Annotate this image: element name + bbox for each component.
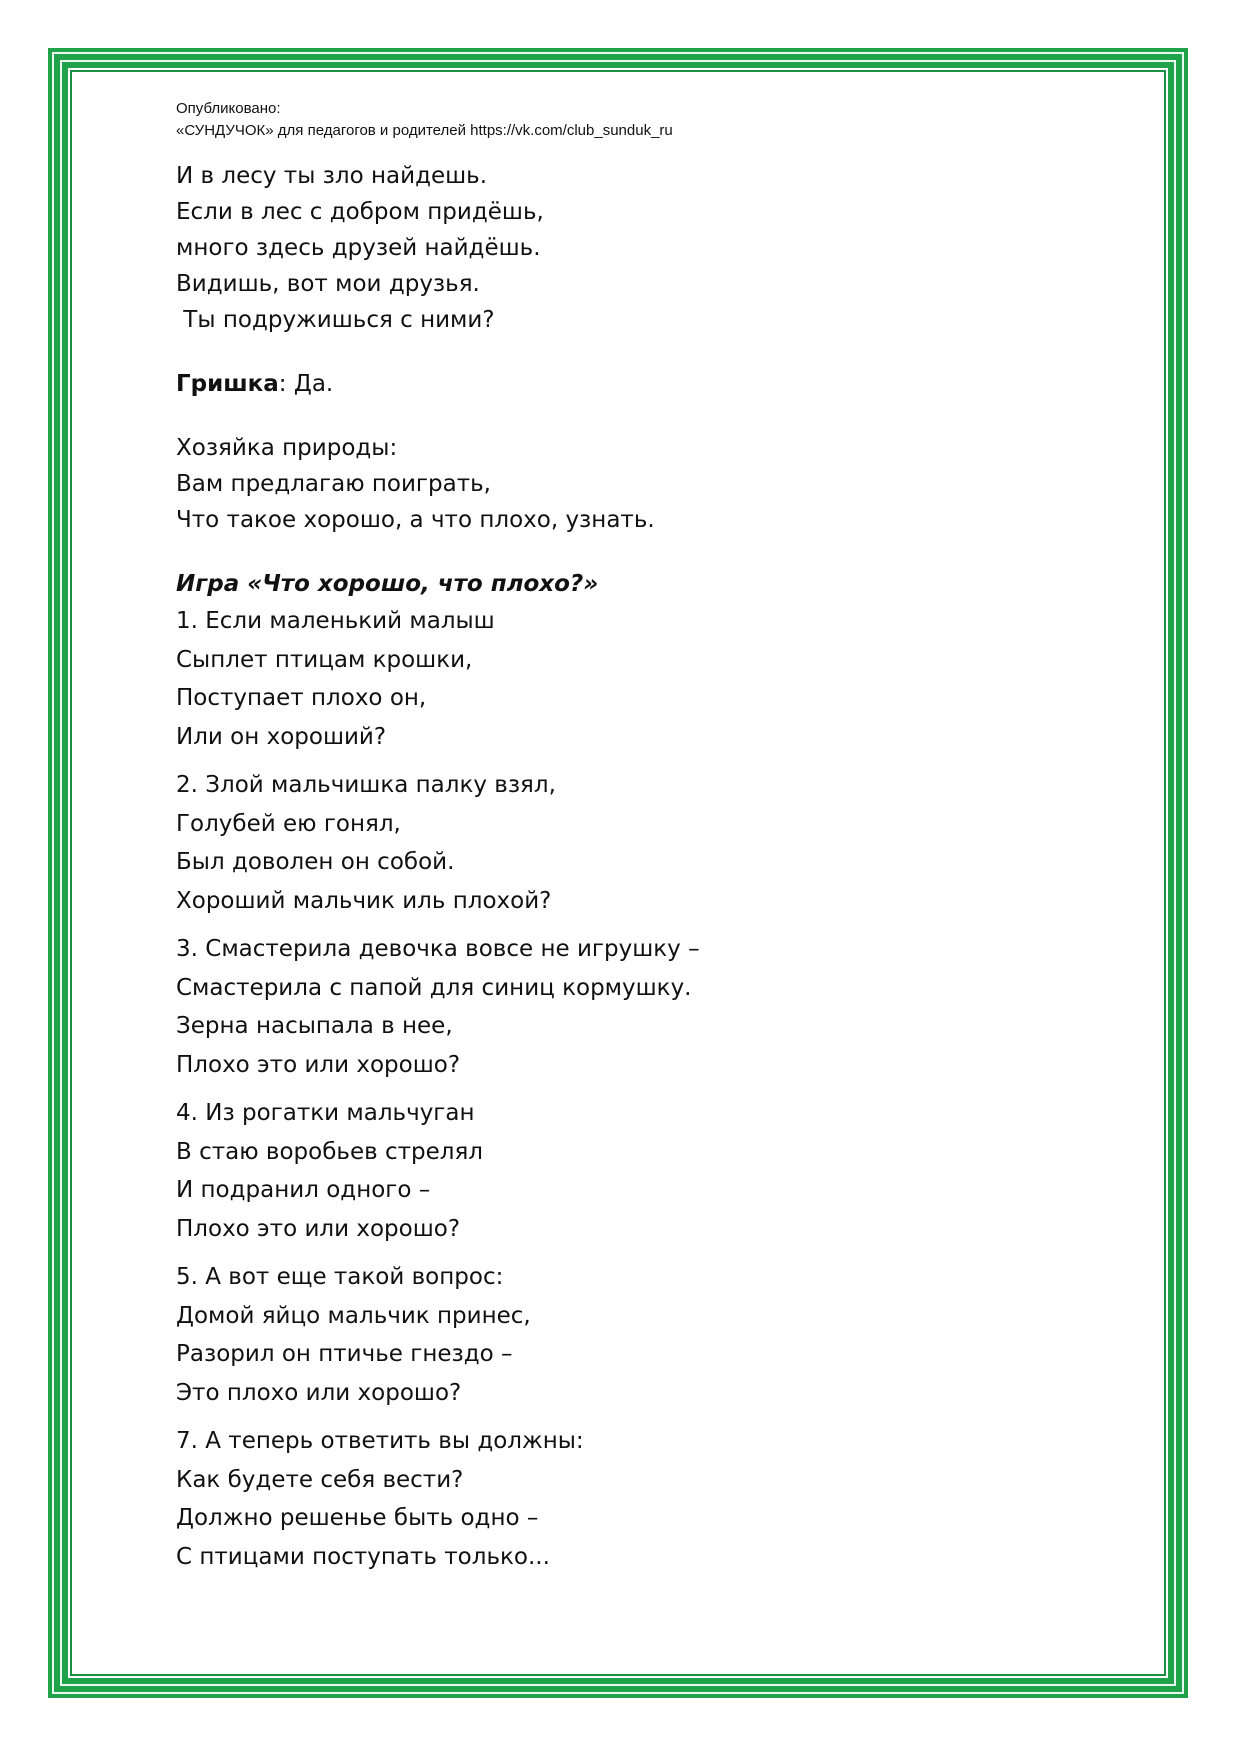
verse-line: Видишь, вот мои друзья.	[176, 271, 480, 297]
verse-line: 5. А вот еще такой вопрос:	[176, 1264, 504, 1290]
verse-line: Был доволен он собой.	[176, 849, 455, 875]
stanza-4	[176, 1094, 1126, 1248]
verse-line: Поступает плохо он,	[176, 685, 427, 711]
verse-line: Если в лес с добром придёшь,	[176, 199, 544, 225]
verse-line: В стаю воробьев стрелял	[176, 1138, 483, 1165]
verse-line: Ты подружишься с ними?	[176, 307, 495, 333]
verse-line: Или он хороший?	[176, 723, 387, 750]
verse-line: Плохо это или хорошо?	[176, 1051, 461, 1078]
speaker-name: Хозяйка природы:	[176, 435, 398, 461]
verse-line: Как будете себя вести?	[176, 1466, 464, 1493]
verse-line: много здесь друзей найдёшь.	[176, 235, 541, 261]
stanza-7	[176, 1422, 1126, 1576]
stanza-1	[176, 602, 1126, 756]
verse-line: Что такое хорошо, а что плохо, узнать.	[176, 507, 655, 533]
document-body	[176, 98, 1126, 1576]
verse-line: 3. Смастерила девочка вовсе не игрушку –	[176, 936, 700, 962]
stanza-5	[176, 1258, 1126, 1412]
verse-line: 4. Из рогатки мальчуган	[176, 1100, 475, 1126]
verse-line: Голубей ею гонял,	[176, 810, 401, 837]
verse-line: Домой яйцо мальчик принес,	[176, 1302, 531, 1329]
verse-line: Смастерила с папой для синиц кормушку.	[176, 974, 692, 1001]
source-line: «СУНДУЧОК» для педагогов и родителей https://vk.com/club_sunduk_ru	[176, 122, 673, 139]
verse-line: Вам предлагаю поиграть,	[176, 471, 491, 497]
verse-line: Сыплет птицам крошки,	[176, 646, 473, 673]
publication-header	[176, 98, 1126, 142]
verse-line: С птицами поступать только...	[176, 1543, 550, 1570]
verse-line: 2. Злой мальчишка палку взял,	[176, 772, 556, 798]
verse-line: 1. Если маленький малыш	[176, 608, 495, 634]
intro-verse	[176, 158, 1126, 338]
verse-line: Должно решенье быть одно –	[176, 1505, 539, 1531]
speaker-name: Гришка	[176, 371, 279, 397]
grishka-reply	[176, 366, 1126, 402]
verse-line: Хороший мальчик иль плохой?	[176, 887, 552, 914]
stanza-2	[176, 766, 1126, 920]
reply-text: : Да.	[278, 371, 334, 397]
game-title: Игра «Что хорошо, что плохо?»	[176, 571, 599, 597]
verse-line: 7. А теперь ответить вы должны:	[176, 1428, 584, 1454]
verse-line: Разорил он птичье гнездо –	[176, 1341, 513, 1367]
verse-line: Зерна насыпала в нее,	[176, 1013, 453, 1039]
verse-line: Плохо это или хорошо?	[176, 1215, 461, 1242]
verse-line: И подранил одного –	[176, 1177, 431, 1203]
hostess-speech	[176, 430, 1126, 538]
published-label: Опубликовано:	[176, 100, 281, 117]
verse-line: И в лесу ты зло найдешь.	[176, 163, 488, 189]
verse-line: Это плохо или хорошо?	[176, 1379, 462, 1406]
stanza-3	[176, 930, 1126, 1084]
